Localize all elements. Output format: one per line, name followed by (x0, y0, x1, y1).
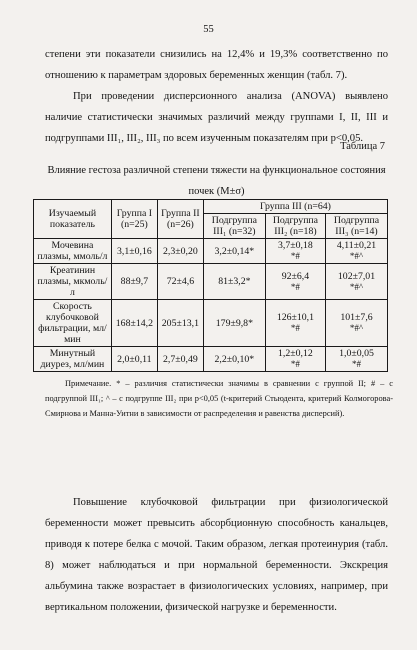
paragraph-1: степени эти показатели снизились на 12,4% и 19,3% соответственно по отношению к параметрам здоровых беременных женщин (табл. 7). (45, 49, 388, 81)
cell-value: 101±7,6 (340, 312, 373, 323)
cell-group-1: 2,0±0,11 (111, 347, 157, 372)
cell-indicator: Мочевина плазмы, ммоль/л (34, 239, 112, 264)
header-indicator: Изучаемый показатель (34, 200, 112, 239)
cell-indicator: Креатинин плазмы, мкмоль/л (34, 264, 112, 300)
cell-subgroup-1: 81±3,2* (203, 264, 265, 300)
header-group-1: Группа I (n=25) (111, 200, 157, 239)
table-row (34, 264, 388, 300)
cell-group-1: 3,1±0,16 (111, 239, 157, 264)
cell-subgroup-2 (265, 347, 325, 372)
significance-mark: *# (290, 281, 300, 292)
significance-mark: *#^ (349, 251, 364, 261)
significance-mark: *#^ (349, 281, 364, 292)
cell-value: 1,2±0,12 (278, 348, 313, 359)
cell-indicator: Минутный диурез, мл/мин (34, 347, 112, 372)
header-subgroup-3: Подгруппа III₃ (n=14) (326, 214, 388, 239)
cell-value: 92±6,4 (281, 270, 310, 282)
cell-value: 126±10,1 (276, 312, 315, 323)
cell-value: 3,7±0,18 (278, 240, 313, 251)
cell-subgroup-2 (265, 239, 325, 264)
cell-group-2: 72±4,6 (157, 264, 203, 300)
table-row (34, 239, 388, 264)
paragraph-3: Повышение клубочковой фильтрации при физиологической беременности может превысить абсорбционную способность канальцев, приводя к потере белка с мочой. Таким образом, легкая протеинурия (табл. 8) может наблюдаться и при нормальной беременности. Экскреция альбумина также возрастает в физиологических условиях, например, при вертикальном положении, физической нагрузке и беременности. (45, 497, 388, 613)
cell-subgroup-3 (326, 239, 388, 264)
cell-group-1: 168±14,2 (111, 300, 157, 347)
cell-indicator: Скорость клубочковой фильтрации, мл/мин (34, 300, 112, 347)
cell-subgroup-3 (326, 300, 388, 347)
cell-value: 1,0±0,05 (339, 348, 374, 359)
table-label: Таблица 7 (340, 141, 385, 152)
cell-subgroup-2 (265, 264, 325, 300)
cell-subgroup-1: 2,2±0,10* (203, 347, 265, 372)
cell-subgroup-1: 3,2±0,14* (203, 239, 265, 264)
significance-mark: *# (352, 359, 361, 369)
cell-subgroup-2 (265, 300, 325, 347)
header-group-2: Группа II (n=26) (157, 200, 203, 239)
table-header-row (34, 200, 388, 214)
header-group-3: Группа III (n=64) (203, 200, 387, 214)
cell-group-2: 205±13,1 (157, 300, 203, 347)
significance-mark: *# (290, 359, 300, 369)
table-note: Примечание. * – различия статистически значимы в сравнении с группой II; # – с подгруппой III₁; ^ – с подгруппе III₂ при p<0,05 (t-критерий Стьюдента, критерий Колмогорова-Смирнова и Манна-Уитни в зависимости от распределения и равенства дисперсий). (45, 379, 393, 418)
significance-mark: *#^ (349, 323, 364, 333)
cell-subgroup-1: 179±9,8* (203, 300, 265, 347)
data-table (33, 199, 388, 372)
cell-value: 102±7,01 (337, 270, 376, 282)
significance-mark: *# (290, 251, 300, 261)
table-caption: Влияние гестоза различной степени тяжести на функциональное состояния почек (M±σ) (47, 165, 386, 197)
cell-group-2: 2,3±0,20 (157, 239, 203, 264)
significance-mark: *# (290, 323, 300, 333)
cell-value: 4,11±0,21 (336, 240, 377, 251)
cell-group-1: 88±9,7 (111, 264, 157, 300)
paragraph-2: При проведении дисперсионного анализа (ANOVA) выявлено наличие статистически значимых различий между группами I, II, III и подгруппами III₁, III₂, III₃ по всем изученным показателям при p<0,05. (45, 91, 388, 144)
header-subgroup-2: Подгруппа III₂ (n=18) (265, 214, 325, 239)
page-number: 55 (203, 24, 214, 35)
cell-subgroup-3 (326, 347, 388, 372)
header-subgroup-1: Подгруппа III₁ (n=32) (203, 214, 265, 239)
table-row (34, 347, 388, 372)
cell-group-2: 2,7±0,49 (157, 347, 203, 372)
table-row (34, 300, 388, 347)
cell-subgroup-3 (326, 264, 388, 300)
